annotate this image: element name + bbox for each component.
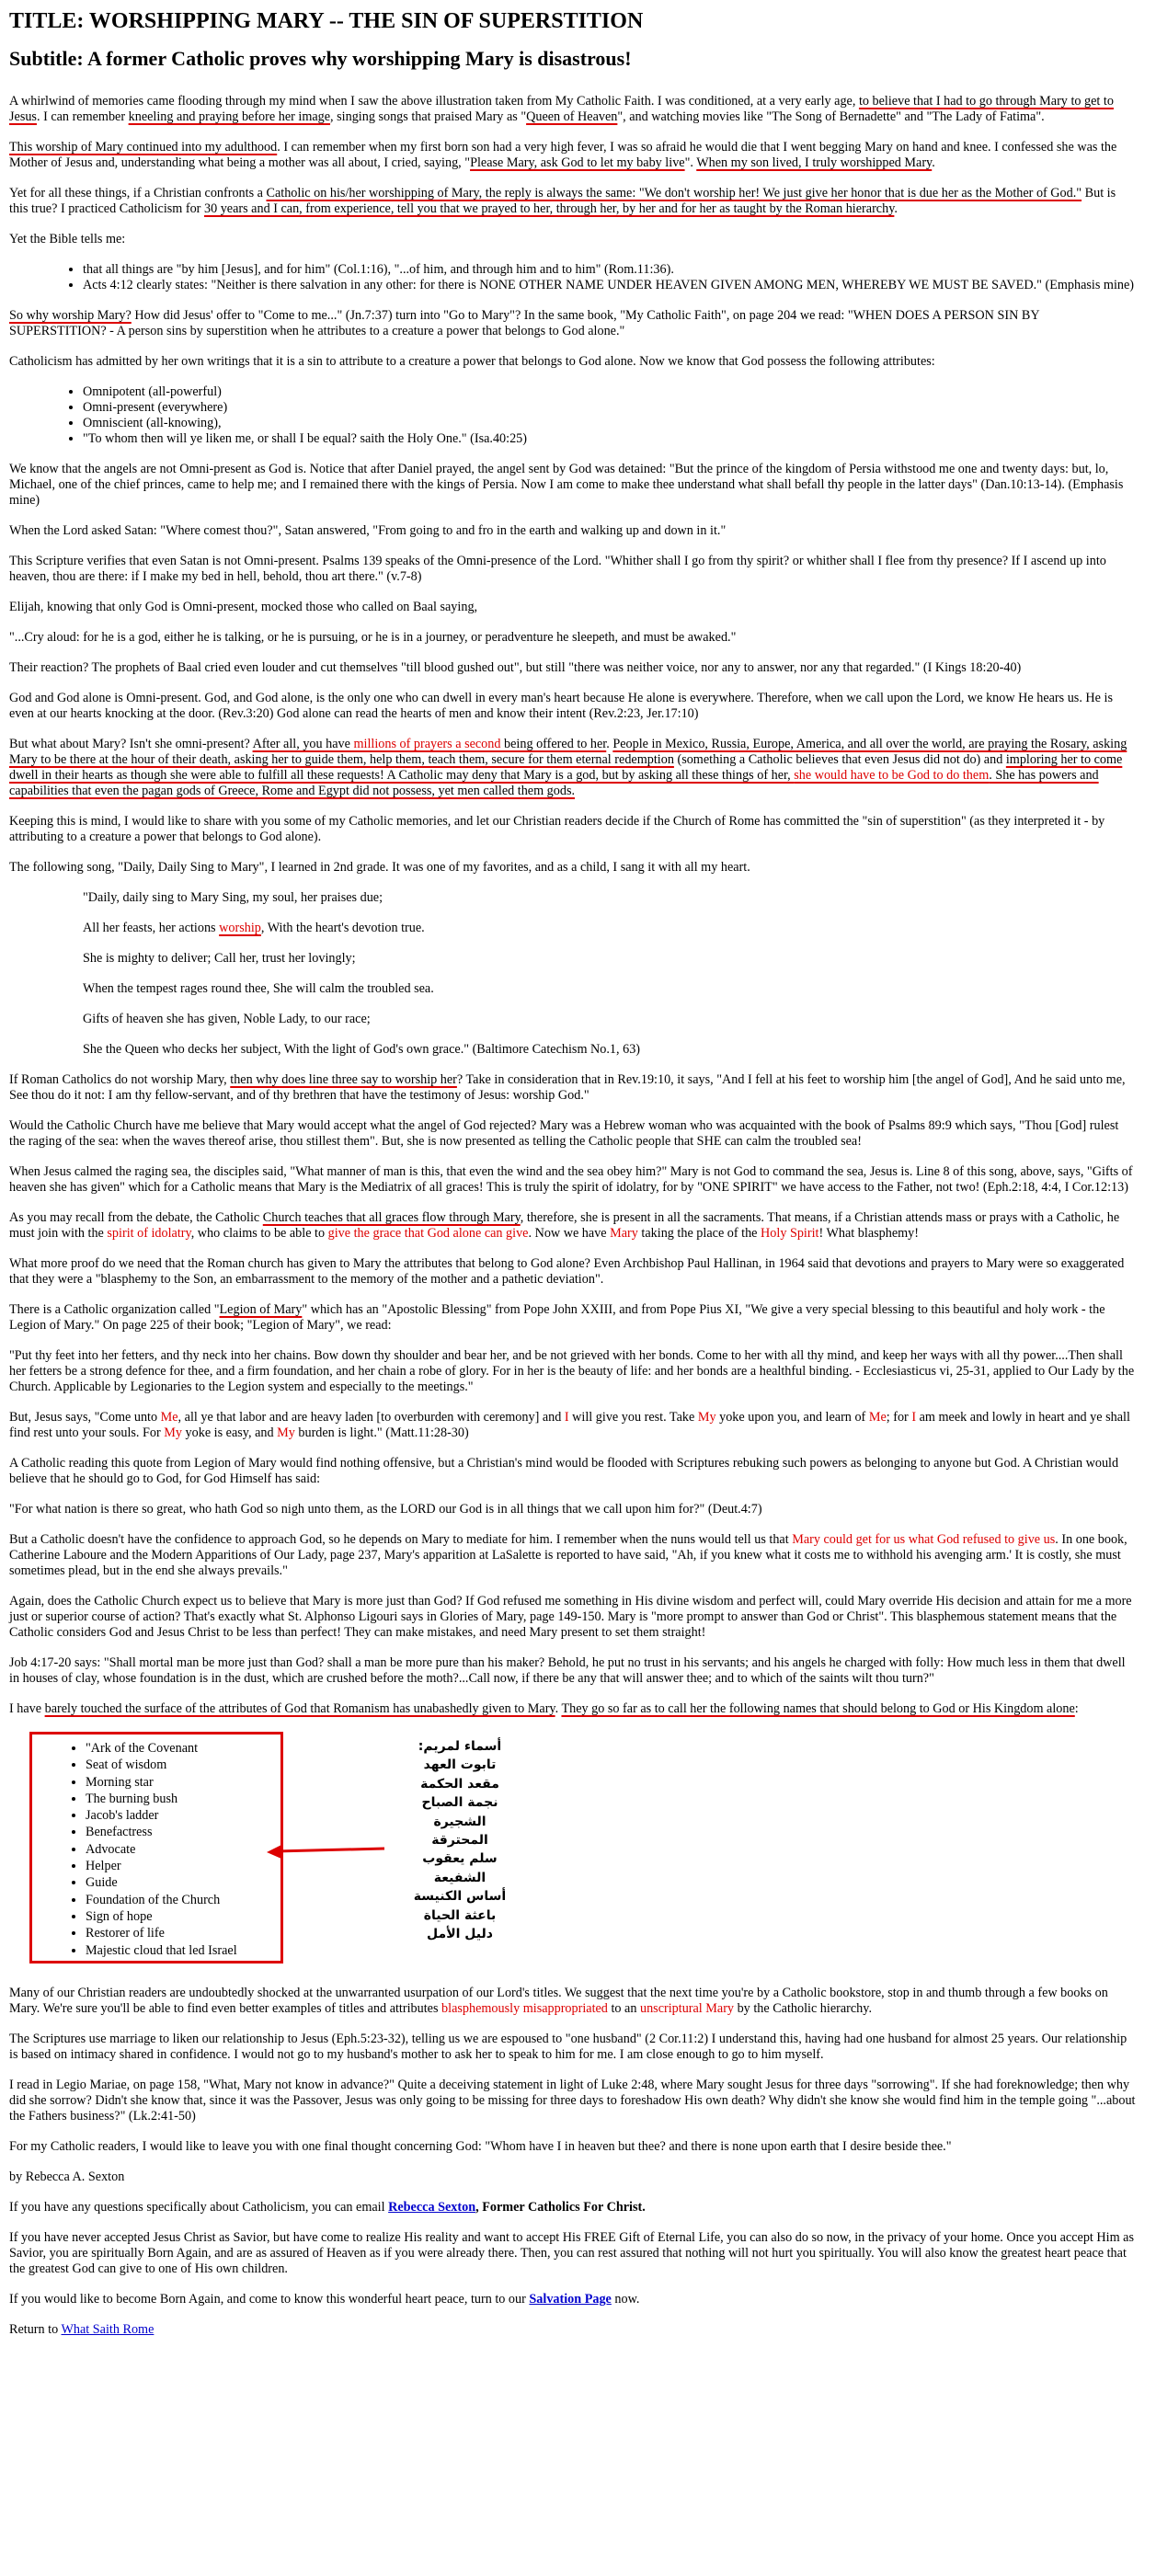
song-line: Gifts of heaven she has given, Noble Lady, to our race; <box>83 1012 371 1026</box>
text: Many of our Christian readers are undoubtedly shocked at the unwarranted usurpation of our Lord's titles. We suggest that the next time you're by a Catholic bookstore, stop in and thumb through a few books on Mary. We're sure you'll be able to find even better examples of titles and attributes <box>9 1986 1108 2016</box>
arabic-line: الشجيرة المحترقة <box>431 1814 488 1849</box>
text: . <box>894 201 898 216</box>
red-text: My <box>277 1425 295 1440</box>
paragraph-satan: When the Lord asked Satan: "Where comest thou?", Satan answered, "From going to and fro in the earth and walking up and down in it." <box>9 523 727 538</box>
paragraph-legion <box>9 1302 1136 1334</box>
list-item: • Benefactress <box>86 1824 280 1840</box>
arabic-line: أساس الكنيسة <box>413 1889 507 1905</box>
underlined-text: Legion of Mary <box>219 1302 303 1317</box>
text: But is this true? I practiced Catholicism for <box>9 186 1116 216</box>
text: will give you rest. Take <box>568 1410 698 1425</box>
red-text: I <box>911 1410 917 1425</box>
list-item: • Acts 4:12 clearly states: "Neither is there salvation in any other: for there is NONE OTHER NAME UNDER HEAVEN GIVEN AMONG MEN, WHEREBY WE MUST BE SAVED." (Emphasis mine) <box>83 278 1136 293</box>
underlined-text: Church teaches that all graces flow through Mary <box>262 1210 521 1225</box>
list-item: • "Ark of the Covenant <box>86 1740 280 1757</box>
text: ". <box>684 155 697 170</box>
paragraph-usurpation <box>9 1986 1136 2017</box>
arabic-line: تابوت العهد <box>423 1757 497 1773</box>
text: . I can remember <box>36 109 129 124</box>
text: , singing songs that praised Mary as " <box>330 109 527 124</box>
text: (something a Catholic believes that even Jesus did not do) and <box>673 752 1006 767</box>
list-item: • Majestic cloud that led Israel <box>86 1942 280 1959</box>
text: ", and watching movies like "The Song of Bernadette" and "The Lady of Fatima". <box>617 109 1045 124</box>
paragraph-elijah: Elijah, knowing that only God is Omni-present, mocked those who called on Baal saying, <box>9 600 478 614</box>
paragraph-angel-rejected: Would the Catholic Church have me believe that Mary would accept what the angel of God rejected? Mary was a Hebrew woman who was acquainted with the book of Psalms 89:9 which says, "Thou [God] rulest the raging of the sea: when the waves thereof arise, thou stillest them". But, she is now presented as telling the Catholic people that SHE can calm the troubled sea! <box>9 1118 1119 1149</box>
text: But, Jesus says, "Come unto <box>9 1410 161 1425</box>
list-item: • Morning star <box>86 1774 280 1791</box>
names-figure <box>9 1732 1136 1971</box>
arabic-line: سلم يعقوب <box>422 1851 498 1867</box>
song-lyrics <box>9 890 1136 1058</box>
arabic-line: الشفيعة <box>433 1870 486 1885</box>
names-list <box>32 1740 280 1959</box>
paragraph-mary-omnipresent <box>9 737 1136 799</box>
text: If you would like to become Born Again, and come to know this wonderful heart peace, turn to our <box>9 2292 530 2307</box>
list-item: • Jacob's ladder <box>86 1807 280 1824</box>
list-item: • The burning bush <box>86 1791 280 1807</box>
paragraph-line-three <box>9 1072 1136 1104</box>
text: taking the place of the <box>637 1226 761 1241</box>
red-text: give the grace that God alone can give <box>327 1226 529 1241</box>
text: ! What blasphemy! <box>818 1226 919 1241</box>
list-item: • Restorer of life <box>86 1925 280 1941</box>
paragraph-salvation <box>9 2292 1136 2307</box>
text: I have <box>9 1701 45 1716</box>
song-line: She is mighty to deliver; Call her, trust her lovingly; <box>83 951 356 966</box>
page-title: TITLE: WORSHIPPING MARY -- THE SIN OF SUPERSTITION <box>9 9 644 33</box>
arabic-line: أسماء لمريم: <box>418 1739 502 1754</box>
red-text: worship <box>219 921 261 935</box>
page-subtitle: Subtitle: A former Catholic proves why worshipping Mary is disastrous! <box>9 47 632 70</box>
list-item: • Advocate <box>86 1841 280 1858</box>
text: . In one book, Catherine Laboure and the Modern Apparitions of Our Lady, page 237, Mary's apparition at LaSalette is reported to have said, "Ah, if you knew what it costs me to withhold his avenging arm.' It is costly, she must sometimes plead, but in the end she always prevails." <box>9 1532 1127 1578</box>
text: , all ye that labor and are heavy laden [to overburden with ceremony] and <box>177 1410 565 1425</box>
red-text: Me <box>868 1410 887 1425</box>
paragraph-names-intro <box>9 1701 1136 1717</box>
paragraph-angels: We know that the angels are not Omni-present as God is. Notice that after Daniel prayed, the angel sent by God was detained: "But the prince of the kingdom of Persia withstood me one and twenty days: but, lo, Michael, one of the chief princes, came to help me; and I remained there with the kings of Persia. Now I am come to make thee understand what shall befall thy people in the latter days" (Dan.10:13-14). (Emphasis mine) <box>9 462 1124 508</box>
text: How did Jesus' offer to "Come to me..." (Jn.7:37) turn into "Go to Mary"? In the same book, "My Catholic Faith", on page 204 we read: "WHEN DOES A PERSON SIN BY SUPERSTITION? - A person sins by superstition when he attributes to a creature a power that belongs to God alone." <box>9 308 1040 338</box>
list-item: • Omniscient (all-knowing), <box>83 416 1136 431</box>
underlined-text: 30 years and I can, from experience, tell you that we prayed to her, through her, by her and for her as taught by the Roman hierarchy <box>203 201 895 216</box>
paragraph-legio-mariae: I read in Legio Mariae, on page 158, "What, Mary not know in advance?" Quite a deceiving statement in light of Luke 2:48, where Mary sought Jesus for three days "sorrowing". If she had foreknowledge; then why did she sorrow? Didn't she know that, since it was the Passover, Jesus was only going to be missing for three days to foreshadow His own death? Why didn't she know she would find him in the temple going "...about the Fathers business?" (Lk.2:41-50) <box>9 2078 1136 2124</box>
paragraph-memories-share: Keeping this is mind, I would like to share with you some of my Catholic memories, and let our Christian readers decide if the Church of Rome has committed the "sin of superstition" (as they interpreted it - by attributing to a creature a power that belongs to God alone). <box>9 814 1105 844</box>
underlined-text: This worship of Mary continued into my adulthood <box>9 140 278 155</box>
text: But a Catholic doesn't have the confidence to approach God, so he depends on Mary to mediate for him. I remember when the nuns would tell us that <box>9 1532 793 1547</box>
paragraph-graces <box>9 1210 1136 1242</box>
text: , therefore, she is present in all the sacraments. That means, if a Christian attends mass or prays with a Catholic, he must join with the <box>9 1210 1120 1241</box>
song-line: "Daily, daily sing to Mary Sing, my soul, her praises due; <box>83 890 383 905</box>
red-text: unscriptural Mary <box>639 2001 735 2016</box>
text: . I can remember when my first born son had a very high fever, I was so afraid he would die that I went begging Mary on hand and knee. I confessed she was the Mother of Jesus and, understanding what being a mother was all about, I cried, saying, " <box>9 140 1117 170</box>
paragraph-attributes: Catholicism has admitted by her own writings that it is a sin to attribute to a creature a power that belongs to God alone. Now we know that God possess the following attributes: <box>9 354 935 369</box>
red-text: Holy Spirit <box>761 1226 819 1241</box>
arrow-left-icon <box>267 1842 386 1860</box>
text: now. <box>611 2292 640 2307</box>
text: If you have any questions specifically about Catholicism, you can email <box>9 2200 389 2215</box>
text: . <box>606 737 613 751</box>
arabic-line: باعثة الحياة <box>423 1907 497 1923</box>
paragraph-return <box>9 2322 1136 2338</box>
underlined-text: kneeling and praying before her image <box>128 109 331 124</box>
underlined-text: . She has powers and capabilities that even the pagan gods of Greece, Rome and Egypt did not possess, yet men called them gods. <box>9 768 1099 798</box>
text: Yet for all these things, if a Christian confronts a <box>9 186 267 200</box>
text: by the Catholic hierarchy. <box>734 2001 872 2016</box>
bold-text: , Former Catholics For Christ. <box>475 2200 646 2215</box>
paragraph-come-unto-me <box>9 1410 1136 1441</box>
paragraph-marriage: The Scriptures use marriage to liken our relationship to Jesus (Eph.5:23-32), telling us we are espoused to "one husband" (2 Cor.11:2) I understand this, having had one husband for almost 25 years. Our relationship is based on intimacy shared in confidence. I would not go to my husband's mother to ask her to speak to him for me. I am close enough to go to him myself. <box>9 2032 1127 2062</box>
paragraph-reply <box>9 186 1136 217</box>
paragraph-cry-aloud: "...Cry aloud: for he is a god, either he is talking, or he is pursuing, or he is in a journey, or peradventure he sleepeth, and must be awaked." <box>9 630 737 645</box>
text: " which has an "Apostolic Blessing" from Pope John XXIII, and from Pope Pius XI, "We give a very special blessing to this beautiful and holy work - the Legion of Mary." On page 225 of their book; "Legion of Mary", we read: <box>9 1302 1105 1333</box>
text: to an <box>607 2001 640 2016</box>
text: . <box>932 155 935 170</box>
text: : <box>1074 1701 1079 1716</box>
text: ? Take in consideration that in Rev.19:10, it says, "And I fell at his feet to worship him [the angel of God], And he said unto me, See thou do it not: I am thy fellow-servant, and of thy brethren that have the testimony of Jesus: worship God." <box>9 1072 1126 1103</box>
list-item: • that all things are "by him [Jesus], and for him" (Col.1:16), "...of him, and through him and to him" (Rom.11:36). <box>83 262 1136 278</box>
text: burden is light." (Matt.11:28-30) <box>294 1425 469 1440</box>
paragraph-job: Job 4:17-20 says: "Shall mortal man be more just than God? shall a man be more pure than his maker? Behold, he put no trust in his servants; and his angels he charged with folly: How much less in them that dwell in houses of clay, whose foundation is in the dust, which are crushed before the moth?...Call now, if there be any that will answer thee; and to which of the saints wilt thou turn?" <box>9 1655 1126 1686</box>
underlined-text: being offered to her <box>500 737 607 751</box>
text: yoke upon you, and learn of <box>715 1410 869 1425</box>
list-item: • Sign of hope <box>86 1908 280 1925</box>
arabic-line: مقعد الحكمة <box>420 1776 499 1792</box>
red-text: Me <box>160 1410 178 1425</box>
text: ; for <box>886 1410 912 1425</box>
list-item: • "To whom then will ye liken me, or shall I be equal? saith the Holy One." (Isa.40:25) <box>83 431 1136 447</box>
text: Return to <box>9 2322 62 2337</box>
email-link[interactable]: Rebecca Sexton <box>388 2200 476 2215</box>
paragraph-song-intro: The following song, "Daily, Daily Sing to Mary", I learned in 2nd grade. It was one of my favorites, and as a child, I sang it with all my heart. <box>9 860 750 875</box>
paragraph-memories <box>9 94 1136 125</box>
what-saith-rome-link[interactable]: What Saith Rome <box>61 2322 155 2337</box>
paragraph-fetters: "Put thy feet into her fetters, and thy neck into her chains. Bow down thy shoulder and bear her, and be not grieved with her bonds. Come to her with all thy mind, and keep her ways with all thy power....Then shall her fetters be a strong defence for thee, and a firm foundation, and her chain a robe of glory. For in her is the beauty of life: and her bonds are a healthful binding. - Ecclesiasticus vi, 25-31, applied to Our Lady by the Church. Applicable by Legionaries to the Legion system and especially to the meetings." <box>9 1348 1135 1394</box>
paragraph-born-again: If you have never accepted Jesus Christ as Savior, but have come to realize His reality and want to accept His FREE Gift of Eternal Life, you can also do so now, in the privacy of your home. Once you accept Him as Savior, you are spiritually Born Again, and are as assured of Heaven as if you were already there. Then, you can rest assured that nothing will not hurt you spiritually. You will also know the greatest heart peace that the greatest God can give to one of His own children. <box>9 2230 1134 2276</box>
text: If Roman Catholics do not worship Mary, <box>9 1072 231 1087</box>
list-item: • Omnipotent (all-powerful) <box>83 384 1136 400</box>
paragraph-contact <box>9 2200 1136 2215</box>
red-text: blasphemously misappropriated <box>441 2001 608 2016</box>
red-text: Mary <box>610 1226 638 1241</box>
list-item: • Guide <box>86 1874 280 1891</box>
red-text: millions of prayers a second <box>353 737 501 751</box>
red-text: I <box>564 1410 569 1425</box>
list-item: • Foundation of the Church <box>86 1892 280 1908</box>
names-box <box>29 1732 283 1963</box>
song-line <box>83 921 1136 936</box>
salvation-page-link[interactable]: Salvation Page <box>529 2292 612 2307</box>
attributes-list <box>9 384 1136 447</box>
song-line: When the tempest rages round thee, She will calm the troubled sea. <box>83 981 434 996</box>
list-item: • Seat of wisdom <box>86 1757 280 1773</box>
text: All her feasts, her actions <box>83 921 220 935</box>
red-text: Mary could get for us what God refused to give us <box>792 1532 1056 1547</box>
song-line: She the Queen who decks her subject, With the light of God's own grace." (Baltimore Catechism No.1, 63) <box>83 1042 641 1057</box>
paragraph-catholic-reading: A Catholic reading this quote from Legion of Mary would find nothing offensive, but a Christian's mind would be flooded with Scriptures rebuking such powers as belonging to anyone but God. A Christian would believe that he should go to God, for God Himself has said: <box>9 1456 1119 1486</box>
underlined-text: imploring her to come dwell in their hearts as though she were able to fulfill all these requests! A Catholic may deny that Mary is a god, but by asking all these things of her, <box>9 752 1123 783</box>
underlined-text: People in Mexico, Russia, Europe, America, and all over the world, are praying the Rosary, asking Mary to be there at the hour of their death, asking her to guide them, help them, teach them, secure for them eternal redemption <box>9 737 1127 767</box>
underlined-text: After all, you have <box>252 737 354 751</box>
paragraph-calmed-sea: When Jesus calmed the raging sea, the disciples said, "What manner of man is this, that even the wind and the sea obey him?" Mary is not God to command the sea, Jesus is. Line 8 of this song, above, says, "Gifts of heaven she has given" which for a Catholic means that Mary is the Mediatrix of all graces! This is truly the spirit of idolatry, for by "ONE SPIRIT" we have access to the Father, not two! (Eph.2:18, 4:4, I Cor.12:13) <box>9 1164 1133 1195</box>
text: A whirlwind of memories came flooding through my mind when I saw the above illustration taken from My Catholic Faith. I was conditioned, at a very early age, <box>9 94 859 109</box>
red-text: spirit of idolatry <box>107 1226 191 1241</box>
paragraph-why-worship <box>9 308 1136 339</box>
underlined-text: Please Mary, ask God to let my baby live <box>470 155 685 170</box>
text: But what about Mary? Isn't she omni-present? <box>9 737 253 751</box>
paragraph-more-just: Again, does the Catholic Church expect us to believe that Mary is more just than God? If God refused me something in His divine wisdom and perfect will, could Mary override His decision and attain for me a more just or superior course of action? That's exactly what St. Alphonso Ligouri says in Glories of Mary, page 149-150. Mary is "more prompt to answer than God or Christ". This blasphemous statement means that the Catholic considers God and Jesus Christ to be less than perfect! They can make mistakes, and need Mary present to set them straight! <box>9 1594 1132 1640</box>
list-item: • Helper <box>86 1858 280 1874</box>
paragraph-baal: Their reaction? The prophets of Baal cried even louder and cut themselves "till blood gushed out", but still "there was neither voice, nor any to answer, nor any that regarded." (I Kings 18:20-40) <box>9 660 1022 675</box>
paragraph-final-thought: For my Catholic readers, I would like to leave you with one final thought concerning God: "Whom have I in heaven but thee? and there is none upon earth that I desire beside thee." <box>9 2139 952 2154</box>
paragraph-omnipresence: This Scripture verifies that even Satan is not Omni-present. Psalms 139 speaks of the Omni-presence of the Lord. "Whither shall I go from thy spirit? or whither shall I flee from thy presence? If I ascend up into heaven, thou are there: if I make my bed in hell, behold, thou art there." (v.7-8) <box>9 554 1106 584</box>
underlined-text: When my son lived, I truly worshipped Mary <box>696 155 933 170</box>
underlined-text: barely touched the surface of the attributes of God that Romanism has unabashedly given to Mary <box>44 1701 555 1716</box>
text: , With the heart's devotion true. <box>260 921 425 935</box>
underlined-text: So why worship Mary? <box>9 308 132 323</box>
underlined-text: then why does line three say to worship her <box>230 1072 457 1087</box>
arabic-names <box>405 1737 515 1943</box>
byline: by Rebecca A. Sexton <box>9 2170 125 2184</box>
arabic-line: نجمة الصباح <box>421 1795 498 1811</box>
paragraph-god-alone: God and God alone is Omni-present. God, and God alone, is the only one who can dwell in every man's heart because He alone is everywhere. Therefore, when we call upon the Lord, we know He hears us. He is even at our hearts knocking at the door. (Rev.3:20) God alone can read the hearts of men and know their intent (Rev.2:23, Jer.17:10) <box>9 691 1113 721</box>
paragraph-bible: Yet the Bible tells me: <box>9 232 126 246</box>
red-text: she would have to be God to do them <box>794 768 990 783</box>
text: As you may recall from the debate, the Catholic <box>9 1210 263 1225</box>
red-text: My <box>164 1425 182 1440</box>
text: am meek and lowly in heart and ye shall find rest unto your souls. For <box>9 1410 1130 1440</box>
text: There is a Catholic organization called " <box>9 1302 220 1317</box>
paragraph-nuns <box>9 1532 1136 1579</box>
arabic-line: دليل الأمل <box>427 1927 493 1942</box>
text: , who claims to be able to <box>190 1226 328 1241</box>
text: . <box>555 1701 562 1716</box>
underlined-text: They go so far as to call her the following names that should belong to God or His Kingdom alone <box>561 1701 1075 1716</box>
bible-list <box>9 262 1136 293</box>
text: . Now we have <box>528 1226 611 1241</box>
paragraph-adulthood <box>9 140 1136 171</box>
underlined-text: Catholic on his/her worshipping of Mary, the reply is always the same: "We don't worship her! We just give her honor that is due her as the Mother of God." <box>266 186 1082 200</box>
paragraph-deut: "For what nation is there so great, who hath God so nigh unto them, as the LORD our God is in all things that we call upon him for?" (Deut.4:7) <box>9 1502 762 1517</box>
underlined-text: Queen of Heaven <box>526 109 618 124</box>
list-item: • Omni-present (everywhere) <box>83 400 1136 416</box>
text: yoke is easy, and <box>182 1425 278 1440</box>
red-text: My <box>697 1410 716 1425</box>
underlined-text: to believe that I had to go through Mary to get to Jesus <box>9 94 1114 124</box>
paragraph-hallinan: What more proof do we need that the Roman church has given to Mary the attributes that belong to God alone? Even Archbishop Paul Hallinan, in 1964 said that devotions and prayers to Mary were so exaggerated that they were a "blasphemy to the Son, an embarrassment to the memory of the mother and a pathetic deviation". <box>9 1256 1125 1287</box>
